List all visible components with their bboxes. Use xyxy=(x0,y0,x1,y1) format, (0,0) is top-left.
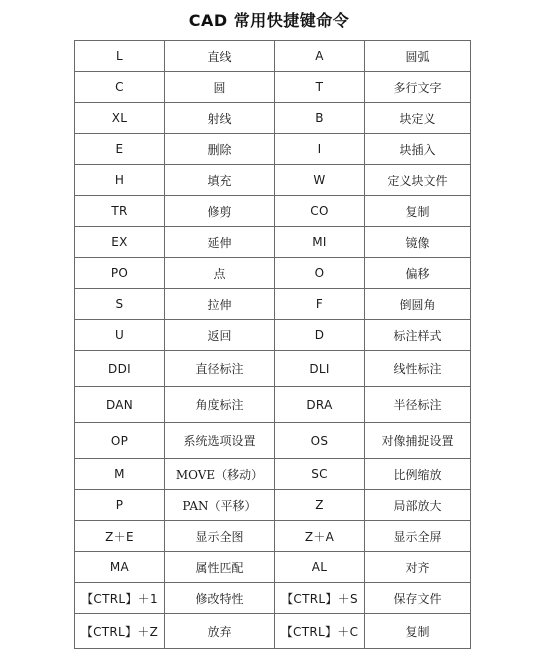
table-row xyxy=(75,258,471,289)
command-name-cell: 填充 xyxy=(165,165,275,196)
command-name-cell: 圆弧 xyxy=(365,41,471,72)
shortcut-key-cell: P xyxy=(75,490,165,521)
table-row xyxy=(75,583,471,614)
shortcut-key-cell: 【CTRL】＋1 xyxy=(75,583,165,614)
table-row xyxy=(75,387,471,423)
shortcut-key-cell: DLI xyxy=(275,351,365,387)
shortcut-key-cell: E xyxy=(75,134,165,165)
document-title: CAD 常用快捷键命令 xyxy=(188,11,350,30)
command-name-cell: 对像捕捉设置 xyxy=(365,423,471,459)
command-name-cell: 圆 xyxy=(165,72,275,103)
command-name-cell: 属性匹配 xyxy=(165,552,275,583)
shortcut-table xyxy=(74,40,471,649)
shortcut-key-cell: MA xyxy=(75,552,165,583)
command-name-cell: 角度标注 xyxy=(165,387,275,423)
command-name-cell: PAN（平移） xyxy=(165,490,275,521)
shortcut-key-cell: F xyxy=(275,289,365,320)
command-name-cell: 对齐 xyxy=(365,552,471,583)
shortcut-key-cell: H xyxy=(75,165,165,196)
command-name-cell: 半径标注 xyxy=(365,387,471,423)
command-name-cell: 线性标注 xyxy=(365,351,471,387)
command-name-cell: 拉伸 xyxy=(165,289,275,320)
table-row xyxy=(75,103,471,134)
command-name-cell: MOVE（移动） xyxy=(165,459,275,490)
shortcut-key-cell: SC xyxy=(275,459,365,490)
shortcut-key-cell: DRA xyxy=(275,387,365,423)
shortcut-key-cell: PO xyxy=(75,258,165,289)
table-row xyxy=(75,521,471,552)
command-name-cell: 倒圆角 xyxy=(365,289,471,320)
shortcut-key-cell: S xyxy=(75,289,165,320)
shortcut-key-cell: U xyxy=(75,320,165,351)
command-name-cell: 比例缩放 xyxy=(365,459,471,490)
shortcut-key-cell: XL xyxy=(75,103,165,134)
shortcut-table-body xyxy=(75,41,471,649)
shortcut-key-cell: O xyxy=(275,258,365,289)
shortcut-key-cell: OS xyxy=(275,423,365,459)
shortcut-key-cell: DDI xyxy=(75,351,165,387)
table-row xyxy=(75,614,471,649)
table-row xyxy=(75,41,471,72)
command-name-cell: 镜像 xyxy=(365,227,471,258)
shortcut-key-cell: C xyxy=(75,72,165,103)
shortcut-key-cell: A xyxy=(275,41,365,72)
table-row xyxy=(75,134,471,165)
shortcut-key-cell: OP xyxy=(75,423,165,459)
table-row xyxy=(75,351,471,387)
shortcut-key-cell: I xyxy=(275,134,365,165)
shortcut-key-cell: W xyxy=(275,165,365,196)
command-name-cell: 直线 xyxy=(165,41,275,72)
command-name-cell: 修剪 xyxy=(165,196,275,227)
command-name-cell: 标注样式 xyxy=(365,320,471,351)
shortcut-key-cell: Z＋E xyxy=(75,521,165,552)
command-name-cell: 放弃 xyxy=(165,614,275,649)
command-name-cell: 系统选项设置 xyxy=(165,423,275,459)
command-name-cell: 块定义 xyxy=(365,103,471,134)
table-row xyxy=(75,227,471,258)
command-name-cell: 延伸 xyxy=(165,227,275,258)
command-name-cell: 偏移 xyxy=(365,258,471,289)
command-name-cell: 显示全图 xyxy=(165,521,275,552)
shortcut-key-cell: EX xyxy=(75,227,165,258)
command-name-cell: 删除 xyxy=(165,134,275,165)
command-name-cell: 复制 xyxy=(365,196,471,227)
table-row xyxy=(75,552,471,583)
shortcut-key-cell: CO xyxy=(275,196,365,227)
table-row xyxy=(75,490,471,521)
table-row xyxy=(75,459,471,490)
shortcut-key-cell: B xyxy=(275,103,365,134)
table-row xyxy=(75,72,471,103)
shortcut-key-cell: Z xyxy=(275,490,365,521)
table-row xyxy=(75,289,471,320)
table-row xyxy=(75,196,471,227)
command-name-cell: 局部放大 xyxy=(365,490,471,521)
shortcut-key-cell: MI xyxy=(275,227,365,258)
command-name-cell: 多行文字 xyxy=(365,72,471,103)
shortcut-key-cell: T xyxy=(275,72,365,103)
command-name-cell: 射线 xyxy=(165,103,275,134)
command-name-cell: 修改特性 xyxy=(165,583,275,614)
table-row xyxy=(75,165,471,196)
shortcut-key-cell: 【CTRL】＋S xyxy=(275,583,365,614)
shortcut-key-cell: 【CTRL】＋C xyxy=(275,614,365,649)
shortcut-key-cell: D xyxy=(275,320,365,351)
shortcut-key-cell: M xyxy=(75,459,165,490)
command-name-cell: 复制 xyxy=(365,614,471,649)
table-row xyxy=(75,423,471,459)
table-row xyxy=(75,320,471,351)
command-name-cell: 显示全屏 xyxy=(365,521,471,552)
shortcut-key-cell: Z＋A xyxy=(275,521,365,552)
command-name-cell: 直径标注 xyxy=(165,351,275,387)
command-name-cell: 保存文件 xyxy=(365,583,471,614)
command-name-cell: 定义块文件 xyxy=(365,165,471,196)
command-name-cell: 块插入 xyxy=(365,134,471,165)
shortcut-key-cell: DAN xyxy=(75,387,165,423)
command-name-cell: 点 xyxy=(165,258,275,289)
command-name-cell: 返回 xyxy=(165,320,275,351)
shortcut-key-cell: AL xyxy=(275,552,365,583)
shortcut-key-cell: L xyxy=(75,41,165,72)
shortcut-key-cell: TR xyxy=(75,196,165,227)
shortcut-key-cell: 【CTRL】＋Z xyxy=(75,614,165,649)
